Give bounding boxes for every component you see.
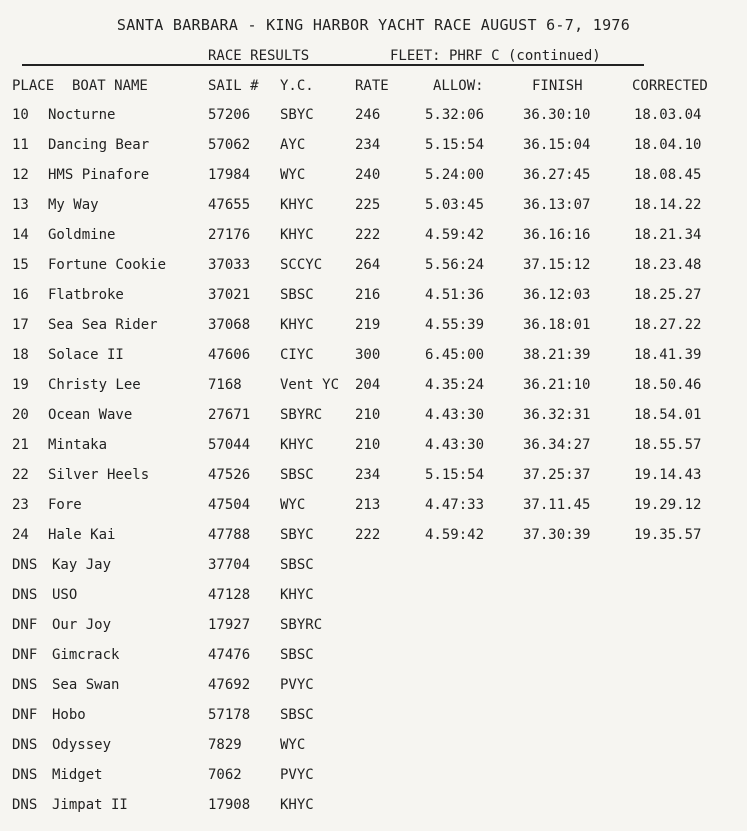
yacht-club-cell: SBSC — [280, 647, 314, 663]
allowance-cell: 5.15:54 — [425, 137, 485, 153]
boat-name-cell: Odyssey — [52, 737, 112, 753]
place-cell: 10 — [12, 107, 29, 123]
table-row — [0, 467, 747, 489]
yacht-club-cell: SBSC — [280, 707, 314, 723]
table-row — [0, 287, 747, 309]
page-title: SANTA BARBARA - KING HARBOR YACHT RACE AUGUST 6-7, 1976 — [116, 16, 631, 34]
sail-number-cell: 17927 — [208, 617, 251, 633]
allowance-cell: 4.43:30 — [425, 437, 485, 453]
yacht-club-cell: WYC — [280, 737, 306, 753]
boat-name-cell: Flatbroke — [48, 287, 124, 303]
corrected-time-cell: 18.14.22 — [634, 197, 702, 213]
allowance-cell: 4.59:42 — [425, 227, 485, 243]
place-cell: 15 — [12, 257, 29, 273]
allowance-cell: 5.24:00 — [425, 167, 485, 183]
sail-number-cell: 37704 — [208, 557, 251, 573]
rating-cell: 222 — [355, 527, 381, 543]
table-row — [0, 227, 747, 249]
boat-name-cell: Solace II — [48, 347, 124, 363]
rating-cell: 240 — [355, 167, 381, 183]
yacht-club-cell: Vent YC — [280, 377, 340, 393]
corrected-time-cell: 18.55.57 — [634, 437, 702, 453]
yacht-club-cell: KHYC — [280, 227, 314, 243]
place-cell: 24 — [12, 527, 29, 543]
corrected-time-cell: 18.21.34 — [634, 227, 702, 243]
header-rule — [22, 64, 644, 66]
boat-name-cell: Ocean Wave — [48, 407, 133, 423]
table-row — [0, 107, 747, 129]
corrected-time-cell: 19.29.12 — [634, 497, 702, 513]
table-row — [0, 407, 747, 429]
boat-name-cell: Christy Lee — [48, 377, 141, 393]
yacht-club-cell: PVYC — [280, 767, 314, 783]
table-row — [0, 737, 747, 759]
rating-cell: 210 — [355, 407, 381, 423]
sail-number-cell: 17908 — [208, 797, 251, 813]
finish-time-cell: 37.30:39 — [523, 527, 591, 543]
place-cell: 11 — [12, 137, 29, 153]
boat-name-cell: Midget — [52, 767, 103, 783]
status-cell: DNS — [12, 797, 38, 813]
yacht-club-cell: SCCYC — [280, 257, 323, 273]
table-row — [0, 647, 747, 669]
yacht-club-cell: KHYC — [280, 437, 314, 453]
rating-cell: 222 — [355, 227, 381, 243]
boat-name-cell: USO — [52, 587, 78, 603]
yacht-club-cell: PVYC — [280, 677, 314, 693]
sail-number-cell: 47606 — [208, 347, 251, 363]
table-row — [0, 767, 747, 789]
sail-number-cell: 17984 — [208, 167, 251, 183]
place-cell: 13 — [12, 197, 29, 213]
yacht-club-cell: SBYC — [280, 527, 314, 543]
sail-number-cell: 37033 — [208, 257, 251, 273]
sail-number-cell: 47692 — [208, 677, 251, 693]
table-row — [0, 677, 747, 699]
yacht-club-cell: KHYC — [280, 587, 314, 603]
finish-time-cell: 36.34:27 — [523, 437, 591, 453]
boat-name-cell: Our Joy — [52, 617, 112, 633]
table-row — [0, 527, 747, 549]
col-finish-header: FINISH — [532, 78, 583, 94]
boat-name-cell: My Way — [48, 197, 99, 213]
rating-cell: 225 — [355, 197, 381, 213]
boat-name-cell: Gimcrack — [52, 647, 120, 663]
finish-time-cell: 36.27:45 — [523, 167, 591, 183]
place-cell: 20 — [12, 407, 29, 423]
boat-name-cell: Hale Kai — [48, 527, 116, 543]
sail-number-cell: 47476 — [208, 647, 251, 663]
place-cell: 14 — [12, 227, 29, 243]
yacht-club-cell: SBYRC — [280, 617, 323, 633]
finish-time-cell: 36.18:01 — [523, 317, 591, 333]
table-row — [0, 377, 747, 399]
corrected-time-cell: 18.25.27 — [634, 287, 702, 303]
sail-number-cell: 47788 — [208, 527, 251, 543]
finish-time-cell: 38.21:39 — [523, 347, 591, 363]
yacht-club-cell: SBSC — [280, 287, 314, 303]
boat-name-cell: Hobo — [52, 707, 86, 723]
corrected-time-cell: 18.08.45 — [634, 167, 702, 183]
finish-time-cell: 36.32:31 — [523, 407, 591, 423]
boat-name-cell: Silver Heels — [48, 467, 150, 483]
corrected-time-cell: 18.04.10 — [634, 137, 702, 153]
yacht-club-cell: WYC — [280, 497, 306, 513]
col-place-header: PLACE — [12, 78, 55, 94]
finish-time-cell: 36.21:10 — [523, 377, 591, 393]
place-cell: 21 — [12, 437, 29, 453]
yacht-club-cell: SBSC — [280, 467, 314, 483]
yacht-club-cell: KHYC — [280, 317, 314, 333]
fleet-label: FLEET: PHRF C (continued) — [390, 48, 601, 64]
finish-time-cell: 36.15:04 — [523, 137, 591, 153]
place-cell: 22 — [12, 467, 29, 483]
status-cell: DNS — [12, 767, 38, 783]
sail-number-cell: 47526 — [208, 467, 251, 483]
rating-cell: 210 — [355, 437, 381, 453]
allowance-cell: 6.45:00 — [425, 347, 485, 363]
boat-name-cell: Mintaka — [48, 437, 108, 453]
corrected-time-cell: 18.50.46 — [634, 377, 702, 393]
place-cell: 18 — [12, 347, 29, 363]
finish-time-cell: 37.15:12 — [523, 257, 591, 273]
table-row — [0, 347, 747, 369]
sail-number-cell: 7168 — [208, 377, 242, 393]
table-row — [0, 587, 747, 609]
table-row — [0, 437, 747, 459]
sail-number-cell: 37068 — [208, 317, 251, 333]
allowance-cell: 4.43:30 — [425, 407, 485, 423]
place-cell: 16 — [12, 287, 29, 303]
allowance-cell: 4.35:24 — [425, 377, 485, 393]
rating-cell: 234 — [355, 467, 381, 483]
boat-name-cell: Fortune Cookie — [48, 257, 167, 273]
finish-time-cell: 36.16:16 — [523, 227, 591, 243]
corrected-time-cell: 18.27.22 — [634, 317, 702, 333]
rating-cell: 213 — [355, 497, 381, 513]
table-row — [0, 557, 747, 579]
table-row — [0, 167, 747, 189]
boat-name-cell: Sea Swan — [52, 677, 120, 693]
sail-number-cell: 7829 — [208, 737, 242, 753]
yacht-club-cell: AYC — [280, 137, 306, 153]
corrected-time-cell: 19.14.43 — [634, 467, 702, 483]
boat-name-cell: Sea Sea Rider — [48, 317, 158, 333]
col-sail-header: SAIL # — [208, 78, 259, 94]
sail-number-cell: 57178 — [208, 707, 251, 723]
yacht-club-cell: KHYC — [280, 797, 314, 813]
sail-number-cell: 27671 — [208, 407, 251, 423]
corrected-time-cell: 18.41.39 — [634, 347, 702, 363]
boat-name-cell: Nocturne — [48, 107, 116, 123]
col-allow-header: ALLOW: — [433, 78, 484, 94]
boat-name-cell: Goldmine — [48, 227, 116, 243]
table-row — [0, 197, 747, 219]
table-row — [0, 497, 747, 519]
status-cell: DNF — [12, 617, 38, 633]
boat-name-cell: HMS Pinafore — [48, 167, 150, 183]
status-cell: DNF — [12, 647, 38, 663]
allowance-cell: 4.51:36 — [425, 287, 485, 303]
status-cell: DNF — [12, 707, 38, 723]
rating-cell: 234 — [355, 137, 381, 153]
place-cell: 19 — [12, 377, 29, 393]
allowance-cell: 5.32:06 — [425, 107, 485, 123]
yacht-club-cell: SBSC — [280, 557, 314, 573]
rating-cell: 216 — [355, 287, 381, 303]
yacht-club-cell: CIYC — [280, 347, 314, 363]
boat-name-cell: Jimpat II — [52, 797, 128, 813]
status-cell: DNS — [12, 587, 38, 603]
table-row — [0, 257, 747, 279]
sail-number-cell: 7062 — [208, 767, 242, 783]
boat-name-cell: Kay Jay — [52, 557, 112, 573]
yacht-club-cell: SBYRC — [280, 407, 323, 423]
col-yc-header: Y.C. — [280, 78, 314, 94]
allowance-cell: 4.59:42 — [425, 527, 485, 543]
allowance-cell: 4.47:33 — [425, 497, 485, 513]
finish-time-cell: 36.13:07 — [523, 197, 591, 213]
allowance-cell: 5.03:45 — [425, 197, 485, 213]
sail-number-cell: 57206 — [208, 107, 251, 123]
boat-name-cell: Fore — [48, 497, 82, 513]
sail-number-cell: 47128 — [208, 587, 251, 603]
rating-cell: 204 — [355, 377, 381, 393]
rating-cell: 264 — [355, 257, 381, 273]
table-row — [0, 137, 747, 159]
sail-number-cell: 37021 — [208, 287, 251, 303]
table-row — [0, 707, 747, 729]
col-rate-header: RATE — [355, 78, 389, 94]
rating-cell: 246 — [355, 107, 381, 123]
rating-cell: 300 — [355, 347, 381, 363]
corrected-time-cell: 18.23.48 — [634, 257, 702, 273]
allowance-cell: 4.55:39 — [425, 317, 485, 333]
place-cell: 23 — [12, 497, 29, 513]
sail-number-cell: 47504 — [208, 497, 251, 513]
yacht-club-cell: KHYC — [280, 197, 314, 213]
finish-time-cell: 36.30:10 — [523, 107, 591, 123]
status-cell: DNS — [12, 677, 38, 693]
allowance-cell: 5.15:54 — [425, 467, 485, 483]
sail-number-cell: 27176 — [208, 227, 251, 243]
boat-name-cell: Dancing Bear — [48, 137, 150, 153]
col-boat-header: BOAT NAME — [72, 78, 148, 94]
finish-time-cell: 37.11.45 — [523, 497, 591, 513]
yacht-club-cell: SBYC — [280, 107, 314, 123]
finish-time-cell: 36.12:03 — [523, 287, 591, 303]
sail-number-cell: 57062 — [208, 137, 251, 153]
yacht-club-cell: WYC — [280, 167, 306, 183]
place-cell: 17 — [12, 317, 29, 333]
table-row — [0, 617, 747, 639]
finish-time-cell: 37.25:37 — [523, 467, 591, 483]
corrected-time-cell: 18.54.01 — [634, 407, 702, 423]
place-cell: 12 — [12, 167, 29, 183]
table-row — [0, 797, 747, 819]
sail-number-cell: 57044 — [208, 437, 251, 453]
status-cell: DNS — [12, 737, 38, 753]
corrected-time-cell: 18.03.04 — [634, 107, 702, 123]
rating-cell: 219 — [355, 317, 381, 333]
corrected-time-cell: 19.35.57 — [634, 527, 702, 543]
table-row — [0, 317, 747, 339]
race-results-label: RACE RESULTS — [208, 48, 310, 64]
allowance-cell: 5.56:24 — [425, 257, 485, 273]
status-cell: DNS — [12, 557, 38, 573]
sail-number-cell: 47655 — [208, 197, 251, 213]
col-corrected-header: CORRECTED — [632, 78, 708, 94]
